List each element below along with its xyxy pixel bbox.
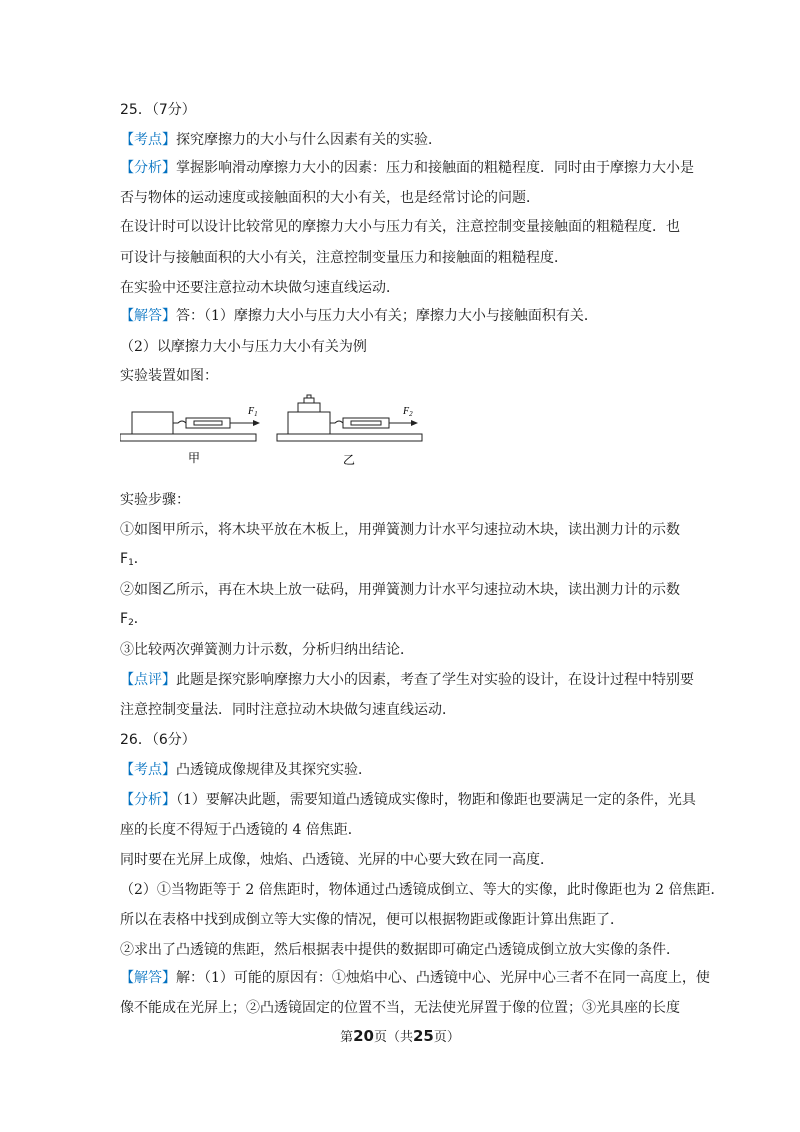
q26-fenxi — [120, 790, 696, 810]
jieda-tag: 【解答】 — [120, 970, 176, 986]
q26-fenxi-line4: （2）①当物距等于 2 倍焦距时，物体通过凸透镜成倒立、等大的实像，此时像距也为 2 倍焦距． — [120, 882, 725, 898]
step-3: ③比较两次弹簧测力计示数，分析归纳出结论． — [120, 642, 414, 658]
q26-kaodian — [120, 760, 372, 780]
board-jia — [120, 434, 256, 441]
force-arrow-jia — [253, 420, 260, 426]
board-yi — [277, 434, 422, 441]
q26-header: 26．（6分） — [120, 732, 196, 748]
q26-fenxi-line6: ②求出了凸透镜的焦距，然后根据表中提供的数据即可确定凸透镜成倒立放大实像的条件． — [120, 942, 680, 958]
q25-fenxi-line4: 可设计与接触面积的大小有关，注意控制变量压力和接触面的粗糙程度． — [120, 250, 568, 266]
q25-fenxi-line5: 在实验中还要注意拉动木块做匀速直线运动． — [120, 280, 400, 296]
q25-dianping-line2: 注意控制变量法．同时注意拉动木块做匀速直线运动． — [120, 702, 456, 718]
page-footer: 第20页（共25页） — [340, 1027, 460, 1045]
step-1: ①如图甲所示，将木块平放在木板上，用弹簧测力计水平匀速拉动木块，读出测力计的示数 — [120, 522, 680, 538]
force-arrow-yi — [411, 420, 418, 426]
q26-fenxi-line5: 所以在表格中找到成倒立等大实像的情况，便可以根据物距或像距计算出焦距了． — [120, 912, 624, 928]
q26-fenxi-line3: 同时要在光屏上成像，烛焰、凸透镜、光屏的中心要大致在同一高度． — [120, 852, 554, 868]
dianping-text: 此题是探究影响摩擦力大小的因素，考查了学生对实验的设计，在设计过程中特别要 — [176, 672, 694, 688]
q26-fenxi-line2: 座的长度不得短于凸透镜的 4 倍焦距． — [120, 822, 362, 838]
kaodian-tag: 【考点】 — [120, 132, 176, 148]
spring-scale-yi — [343, 418, 389, 428]
q25-dianping — [120, 670, 694, 690]
step-1-value: $F_1$． — [120, 551, 148, 568]
q25-jieda-line2: （2）以摩擦力大小与压力大小有关为例 — [120, 339, 367, 355]
page-total: 25 — [413, 1027, 434, 1045]
kaodian-text: 探究摩擦力的大小与什么因素有关的实验． — [176, 132, 442, 148]
jieda-text: 解：（1）可能的原因有：①烛焰中心、凸透镜中心、光屏中心三者不在同一高度上，使 — [176, 970, 710, 986]
q25-kaodian — [120, 130, 442, 150]
experiment-figure — [120, 392, 425, 470]
steps-title: 实验步骤： — [120, 492, 190, 508]
step-2: ②如图乙所示，再在木块上放一砝码，用弹簧测力计水平匀速拉动木块，读出测力计的示数 — [120, 582, 680, 598]
weight-yi — [298, 403, 320, 412]
kaodian-text: 凸透镜成像规律及其探究实验． — [176, 762, 372, 778]
q25-fenxi-line3: 在设计时可以设计比较常见的摩擦力大小与压力有关，注意控制变量接触面的粗糙程度．也 — [120, 219, 680, 235]
force-label-jia: $F_1$ — [248, 406, 258, 418]
setup-yi — [277, 395, 422, 467]
label-jia: 甲 — [188, 451, 201, 465]
dianping-tag: 【点评】 — [120, 672, 176, 688]
fenxi-tag: 【分析】 — [120, 160, 176, 176]
label-yi: 乙 — [343, 453, 356, 467]
spring-scale-jia — [186, 418, 230, 428]
step-2-value: $F_2$． — [120, 611, 148, 628]
force-label-yi: $F_2$ — [403, 406, 413, 418]
page-number: 20 — [353, 1027, 374, 1045]
fenxi-text: （1）要解决此题，需要知道凸透镜成实像时，物距和像距也要满足一定的条件，光具 — [176, 792, 696, 808]
kaodian-tag: 【考点】 — [120, 762, 176, 778]
fenxi-text: 掌握影响滑动摩擦力大小的因素：压力和接触面的粗糙程度．同时由于摩擦力大小是 — [176, 160, 694, 176]
block-jia — [132, 412, 173, 434]
setup-jia — [120, 406, 260, 465]
q26-jieda — [120, 968, 710, 988]
q25-fenxi — [120, 158, 694, 178]
jieda-text: 答：（1）摩擦力大小与压力大小有关；摩擦力大小与接触面积有关． — [176, 308, 598, 324]
jieda-tag: 【解答】 — [120, 308, 176, 324]
fenxi-tag: 【分析】 — [120, 792, 176, 808]
q26-jieda-line2: 像不能成在光屏上；②凸透镜固定的位置不当，无法使光屏置于像的位置；③光具座的长度 — [120, 1000, 680, 1016]
block-yi — [288, 412, 330, 434]
q25-header: 25．（7分） — [120, 102, 196, 118]
q25-jieda — [120, 306, 598, 326]
q25-fenxi-line2: 否与物体的运动速度或接触面积的大小有关，也是经常讨论的问题． — [120, 190, 540, 206]
q25-jieda-line3: 实验装置如图： — [120, 368, 218, 384]
